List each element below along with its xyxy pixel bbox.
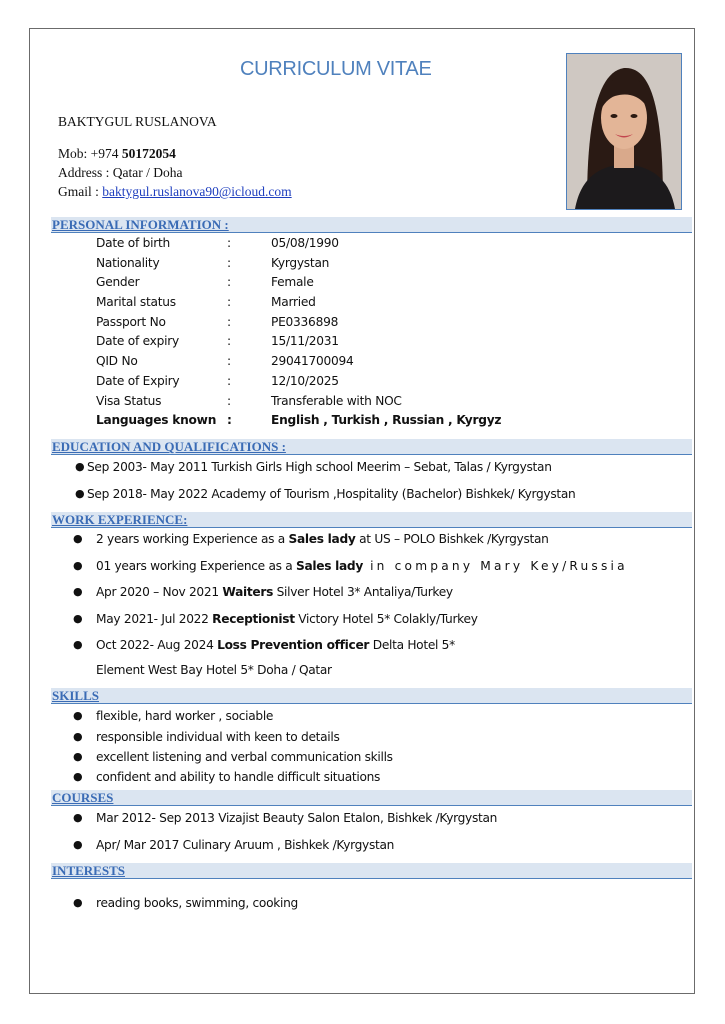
job-title: Loss Prevention officer: [217, 638, 370, 652]
field-value: English , Turkish , Russian , Kyrgyz: [271, 413, 502, 427]
item-text: 01 years working Experience as a: [96, 559, 296, 573]
bullet-icon: ●: [73, 638, 83, 651]
field-value: 05/08/1990: [271, 236, 339, 250]
field-label: Date of expiry: [96, 334, 179, 348]
bullet-icon: ●: [73, 585, 83, 598]
section-title: SKILLS: [52, 688, 99, 703]
field-colon: :: [227, 374, 231, 388]
bullet-icon: ●: [73, 612, 83, 625]
bullet-icon: ●: [75, 460, 85, 473]
email-line: [58, 184, 292, 200]
item-text: Mar 2012- Sep 2013 Vizajist Beauty Salon Etalon, Bishkek /Kyrgystan: [96, 811, 498, 825]
item-text: excellent listening and verbal communication skills: [96, 750, 393, 764]
item-text: reading books, swimming, cooking: [96, 896, 298, 910]
section-title: COURSES: [52, 790, 114, 805]
item-text: Apr 2020 – Nov 2021: [96, 585, 223, 599]
field-label: Date of birth: [96, 236, 171, 250]
field-colon: :: [227, 295, 231, 309]
section-courses: [51, 790, 692, 806]
field-label: Gender: [96, 275, 140, 289]
item-text: Oct 2022- Aug 2024: [96, 638, 218, 652]
email-link[interactable]: baktygul.ruslanova90@icloud.com: [102, 184, 292, 199]
bullet-icon: ●: [73, 896, 83, 909]
item-text: 2 years working Experience as a: [96, 532, 289, 546]
field-colon: :: [227, 394, 231, 408]
field-value: 29041700094: [271, 354, 354, 368]
bullet-icon: ●: [73, 770, 83, 783]
field-label: Visa Status: [96, 394, 162, 408]
item-text: at US – POLO Bishkek /Kyrgystan: [355, 532, 549, 546]
bullet-icon: ●: [75, 487, 85, 500]
portrait-image: [567, 54, 681, 209]
field-colon: :: [227, 256, 231, 270]
field-value: Transferable with NOC: [271, 394, 402, 408]
mobile-number: 50172054: [121, 146, 176, 161]
item-text: in company Mary Key/Russia: [363, 559, 628, 573]
field-value: 15/11/2031: [271, 334, 339, 348]
email-label: Gmail :: [58, 184, 103, 199]
bullet-icon: ●: [73, 750, 83, 763]
job-title: Sales lady: [295, 559, 363, 573]
section-skills: [51, 688, 692, 704]
field-colon: :: [227, 354, 231, 368]
field-colon: :: [227, 413, 232, 427]
field-colon: :: [227, 236, 231, 250]
item-text: responsible individual with keen to details: [96, 730, 340, 744]
applicant-name: BAKTYGUL RUSLANOVA: [58, 114, 217, 129]
job-title: Receptionist: [212, 612, 295, 626]
item-text: Sep 2018- May 2022 Academy of Tourism ,Hospitality (Bachelor) Bishkek/ Kyrgystan: [87, 487, 576, 501]
bullet-icon: ●: [73, 730, 83, 743]
field-label: Languages known: [96, 413, 217, 427]
bullet-icon: ●: [73, 709, 83, 722]
section-title: WORK EXPERIENCE:: [52, 512, 188, 527]
item-text: Apr/ Mar 2017 Culinary Aruum , Bishkek /Kyrgystan: [96, 838, 395, 852]
section-title: EDUCATION AND QUALIFICATIONS :: [52, 439, 286, 454]
bullet-icon: ●: [73, 811, 83, 824]
section-work-experience: [51, 512, 692, 528]
field-value: Kyrgystan: [271, 256, 330, 270]
address-line: Address : Qatar / Doha: [58, 165, 183, 180]
field-value: 12/10/2025: [271, 374, 339, 388]
item-text: Silver Hotel 3* Antaliya/Turkey: [273, 585, 453, 599]
job-title: Sales lady: [288, 532, 356, 546]
item-text: Element West Bay Hotel 5* Doha / Qatar: [96, 663, 332, 677]
section-education: [51, 439, 692, 455]
field-value: PE0336898: [271, 315, 339, 329]
field-label: Passport No: [96, 315, 166, 329]
field-value: Female: [271, 275, 314, 289]
item-text: flexible, hard worker , sociable: [96, 709, 274, 723]
item-text: Delta Hotel 5*: [369, 638, 455, 652]
page-title: CURRICULUM VITAE: [240, 58, 432, 80]
job-title: Waiters: [222, 585, 274, 599]
section-interests: [51, 863, 692, 879]
bullet-icon: ●: [73, 838, 83, 851]
item-text: Sep 2003- May 2011 Turkish Girls High school Meerim – Sebat, Talas / Kyrgystan: [87, 460, 552, 474]
field-colon: :: [227, 334, 231, 348]
field-label: Date of Expiry: [96, 374, 180, 388]
field-label: Nationality: [96, 256, 160, 270]
mobile-label: Mob: +974: [58, 146, 122, 161]
field-colon: :: [227, 315, 231, 329]
bullet-icon: ●: [73, 559, 83, 572]
section-title: INTERESTS: [52, 863, 125, 878]
item-text: Victory Hotel 5* Colakly/Turkey: [294, 612, 478, 626]
section-title: PERSONAL INFORMATION :: [52, 217, 229, 232]
section-personal-information: [51, 217, 692, 233]
field-label: Marital status: [96, 295, 176, 309]
mobile-line: [58, 146, 176, 162]
field-label: QID No: [96, 354, 138, 368]
profile-photo: [566, 53, 682, 210]
item-text: confident and ability to handle difficult situations: [96, 770, 381, 784]
item-text: May 2021- Jul 2022: [96, 612, 213, 626]
field-value: Married: [271, 295, 316, 309]
field-colon: :: [227, 275, 231, 289]
bullet-icon: ●: [73, 532, 83, 545]
